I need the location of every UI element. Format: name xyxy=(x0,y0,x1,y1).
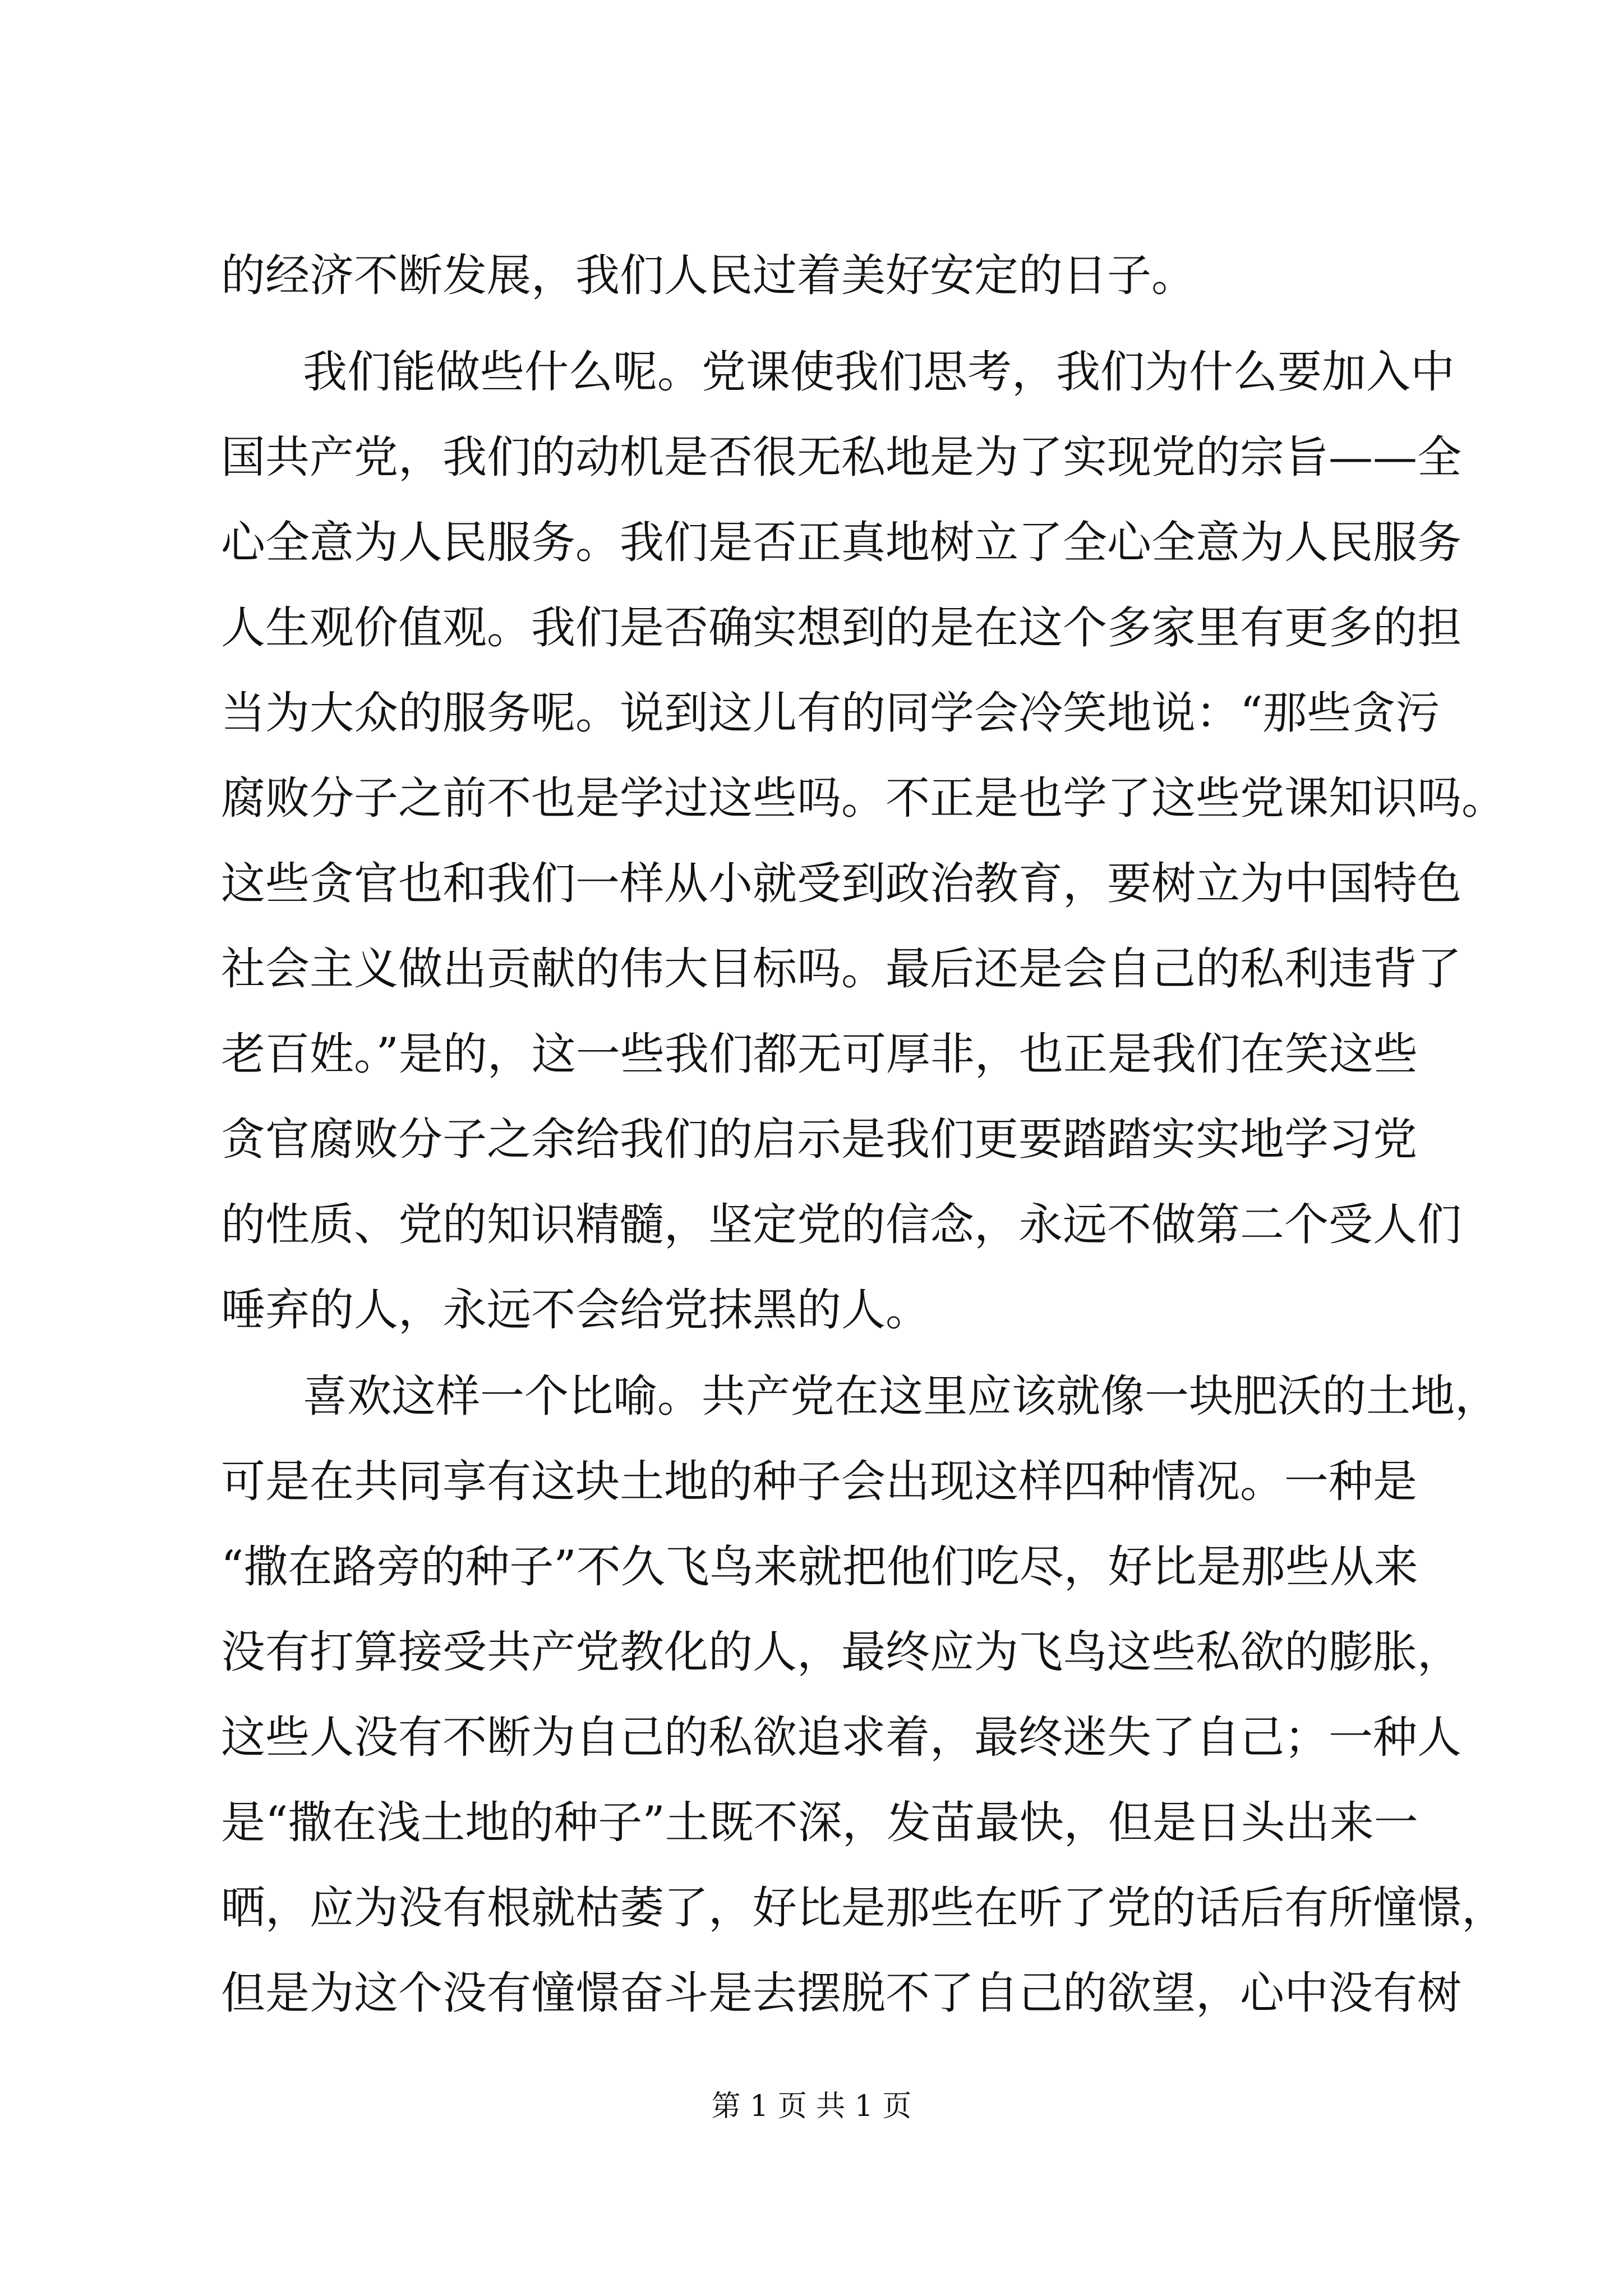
text-line: 的经济不断发展，我们人民过着美好安定的日子。 xyxy=(221,250,1196,301)
text-line: 这些贪官也和我们一样从小就受到政治教育，要树立为中国特色 xyxy=(221,858,1461,909)
text-line: “撒在路旁的种子”不久飞鸟来就把他们吃尽，好比是那些从来 xyxy=(221,1541,1418,1593)
text-line: 是“撒在浅土地的种子”土既不深，发苗最快，但是日头出来一 xyxy=(221,1797,1418,1848)
text-line: 心全意为人民服务。我们是否正真地树立了全心全意为人民服务 xyxy=(221,517,1461,568)
text-line: 的性质、党的知识精髓，坚定党的信念，永远不做第二个受人们 xyxy=(221,1199,1461,1250)
text-line: 贪官腐败分子之余给我们的启示是我们更要踏踏实实地学习党 xyxy=(221,1114,1417,1165)
text-line: 唾弃的人，永远不会给党抹黑的人。 xyxy=(221,1284,930,1336)
text-line: 当为大众的服务呢。说到这儿有的同学会冷笑地说：“那些贪污 xyxy=(221,687,1440,739)
text-line: 没有打算接受共产党教化的人，最终应为飞鸟这些私欲的膨胀， xyxy=(221,1626,1461,1678)
text-line: 晒，应为没有根就枯萎了，好比是那些在听了党的话后有所憧憬， xyxy=(221,1882,1506,1934)
page-number-footer: 第 1 页 共 1 页 xyxy=(711,2090,912,2123)
text-line: 但是为这个没有憧憬奋斗是去摆脱不了自己的欲望，心中没有树 xyxy=(221,1967,1461,2019)
paragraph-first-line: 我们能做些什么呢。党课使我们思考，我们为什么要加入中 xyxy=(303,346,1455,398)
text-line: 社会主义做出贡献的伟大目标吗。最后还是会自己的私利违背了 xyxy=(221,943,1461,995)
text-line: 腐败分子之前不也是学过这些吗。不正是也学了这些党课知识吗。 xyxy=(221,772,1506,824)
text-line: 可是在共同享有这块土地的种子会出现这样四种情况。一种是 xyxy=(221,1456,1417,1507)
text-line: 这些人没有不断为自己的私欲追求着，最终迷失了自己；一种人 xyxy=(221,1711,1461,1763)
paragraph-first-line: 喜欢这样一个比喻。共产党在这里应该就像一块肥沃的土地， xyxy=(303,1370,1499,1422)
text-line: 老百姓。”是的，这一些我们都无可厚非，也正是我们在笑这些 xyxy=(221,1028,1418,1080)
text-line: 国共产党，我们的动机是否很无私地是为了实现党的宗旨——全 xyxy=(221,431,1461,483)
text-line: 人生观价值观。我们是否确实想到的是在这个多家里有更多的担 xyxy=(221,602,1461,654)
